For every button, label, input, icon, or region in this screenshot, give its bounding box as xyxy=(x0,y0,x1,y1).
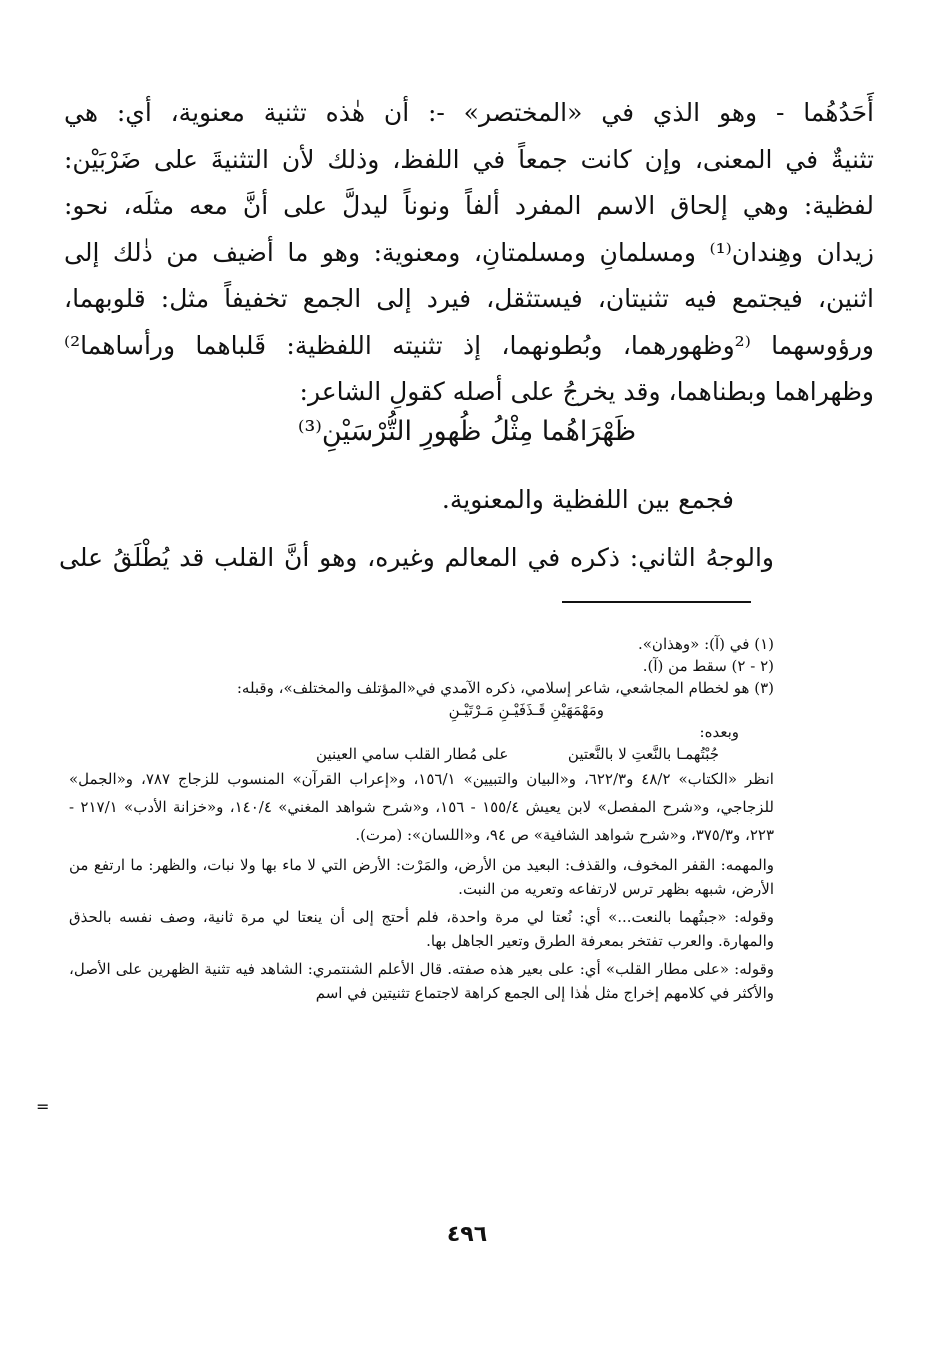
main-line-6: ورؤوسهما ⁽²وظهورهما، وبُطونهما، إذ تثنيته اللفظية: قَلباهما ورأساهما²⁾ xyxy=(64,330,875,360)
gloss-2: وقوله: «جبتُهما بالنعت...» أي: نُعتا لي مرة واحدة، فلم أحتج إلى أن ينعتا لي مرة ثانية، وصف نفسه بالحذق والمهارة. والعرب تفتخر بمعرفة الطرق وتعير الجاهل بها. xyxy=(69,908,774,950)
continuation-mark: = xyxy=(36,1097,50,1116)
hemistich-after-a: جُبْتُهمـا بالنَّعتِ لا بالنَّعتين xyxy=(567,745,719,763)
hemistich-before: ومَهْمَهَيْنِ قَـذَفَيْـنِ مَـرْتَيْـنِ xyxy=(448,701,604,719)
footnote-3: (٣) هو لخطام المجاشعي، شاعر إسلامي، ذكره الآمدي في«المؤتلف والمختلف»، وقبله: xyxy=(236,679,774,697)
footnote-2: (٢ - ٢) سقط من (آ). xyxy=(642,657,774,675)
main-line-1: أَحَدُهُما - وهو الذي في «المختصر» -: أن هٰذه تثنية معنوية، أي: هي xyxy=(64,98,874,127)
main-text xyxy=(64,90,874,416)
footnote-sources: انظر «الكتاب» ٤٨/٢ و٦٢٢/٣، و«البيان والتبيين» ١٥٦/١، و«إعراب القرآن» المنسوب للزجاج ٧٨٧، و«الجمل» للزجاجي، و«شرح المفصل» لابن يعيش ١٥٥/٤ - ١٥٦، و«شرح شواهد المغني» ١٤٠/٤، و«خزانة الأدب» ٢١٧/١ - ٢٢٣، و٣٧٥/٣، و«شرح شواهد الشافية» ص ٩٤، و«اللسان»: (مرت). xyxy=(69,770,774,844)
verse-after xyxy=(69,743,774,765)
verse-commentary: فجمع بين اللفظية والمعنوية. xyxy=(441,485,734,514)
main-line-7: وظهراهما وبطناهما، وقد يخرجُ على أصله كقولِ الشاعر: xyxy=(299,377,874,406)
main-line-2: تثنيةٌ في المعنى، وإن كانت جمعاً في اللفظ، وذلك لأن التثنيةَ على ضَرْبَيْن: xyxy=(64,144,874,174)
page-number: ٤٩٦ xyxy=(446,1222,488,1247)
main-line-4: زيدان وهِندان⁽¹⁾ ومسلمانِ ومسلمتانِ، ومعنوية: وهو ما أضيف من ذٰلك إلى xyxy=(64,237,874,267)
footnote-1: (١) في (آ): «وهذان». xyxy=(637,635,774,653)
footnotes xyxy=(69,633,774,1005)
second-reason-line: والوجهُ الثاني: ذكره في المعالم وغيره، وهو أنَّ القلب قد يُطْلَقُ على xyxy=(59,543,774,572)
footnote-separator xyxy=(562,601,751,603)
main-line-5: اثنين، فيجتمع فيه تثنيتان، فيستثقل، فيرد إلى الجمع تخفيفاً مثل: قلوبهما، xyxy=(64,284,874,313)
after-label: وبعده: xyxy=(699,723,739,741)
poetry-verse: ظَهْرَاهُما مِثْلُ ظُهورِ التُّرْسَيْنِ⁽³⁾ xyxy=(297,416,637,447)
gloss-3: وقوله: «على مطار القلب» أي: على بعير هذه صفته. قال الأعلم الشنتمري: الشاهد فيه تثنية الظهرين على الأصل، والأكثر في كلامهم إخراج مثل هٰذا إلى الجمع كراهة لاجتماع تثنيتين في اسم xyxy=(69,960,774,1002)
main-line-3: لفظية: وهي إلحاق الاسم المفرد ألفاً ونوناً ليدلَّ على أنَّ معه مثلَه، نحو: xyxy=(64,191,874,220)
hemistich-after-b: على مُطار القلب سامي العينين xyxy=(316,745,509,763)
gloss-1: والمهمه: القفر المخوف، والقذف: البعيد من الأرض، والمَرْت: الأرض التي لا ماء بها ولا نبات، والظهر: ما ارتفع من الأرض، شبهه بظهر ترس لارتفاعه وتعريه من النبت. xyxy=(69,856,774,898)
